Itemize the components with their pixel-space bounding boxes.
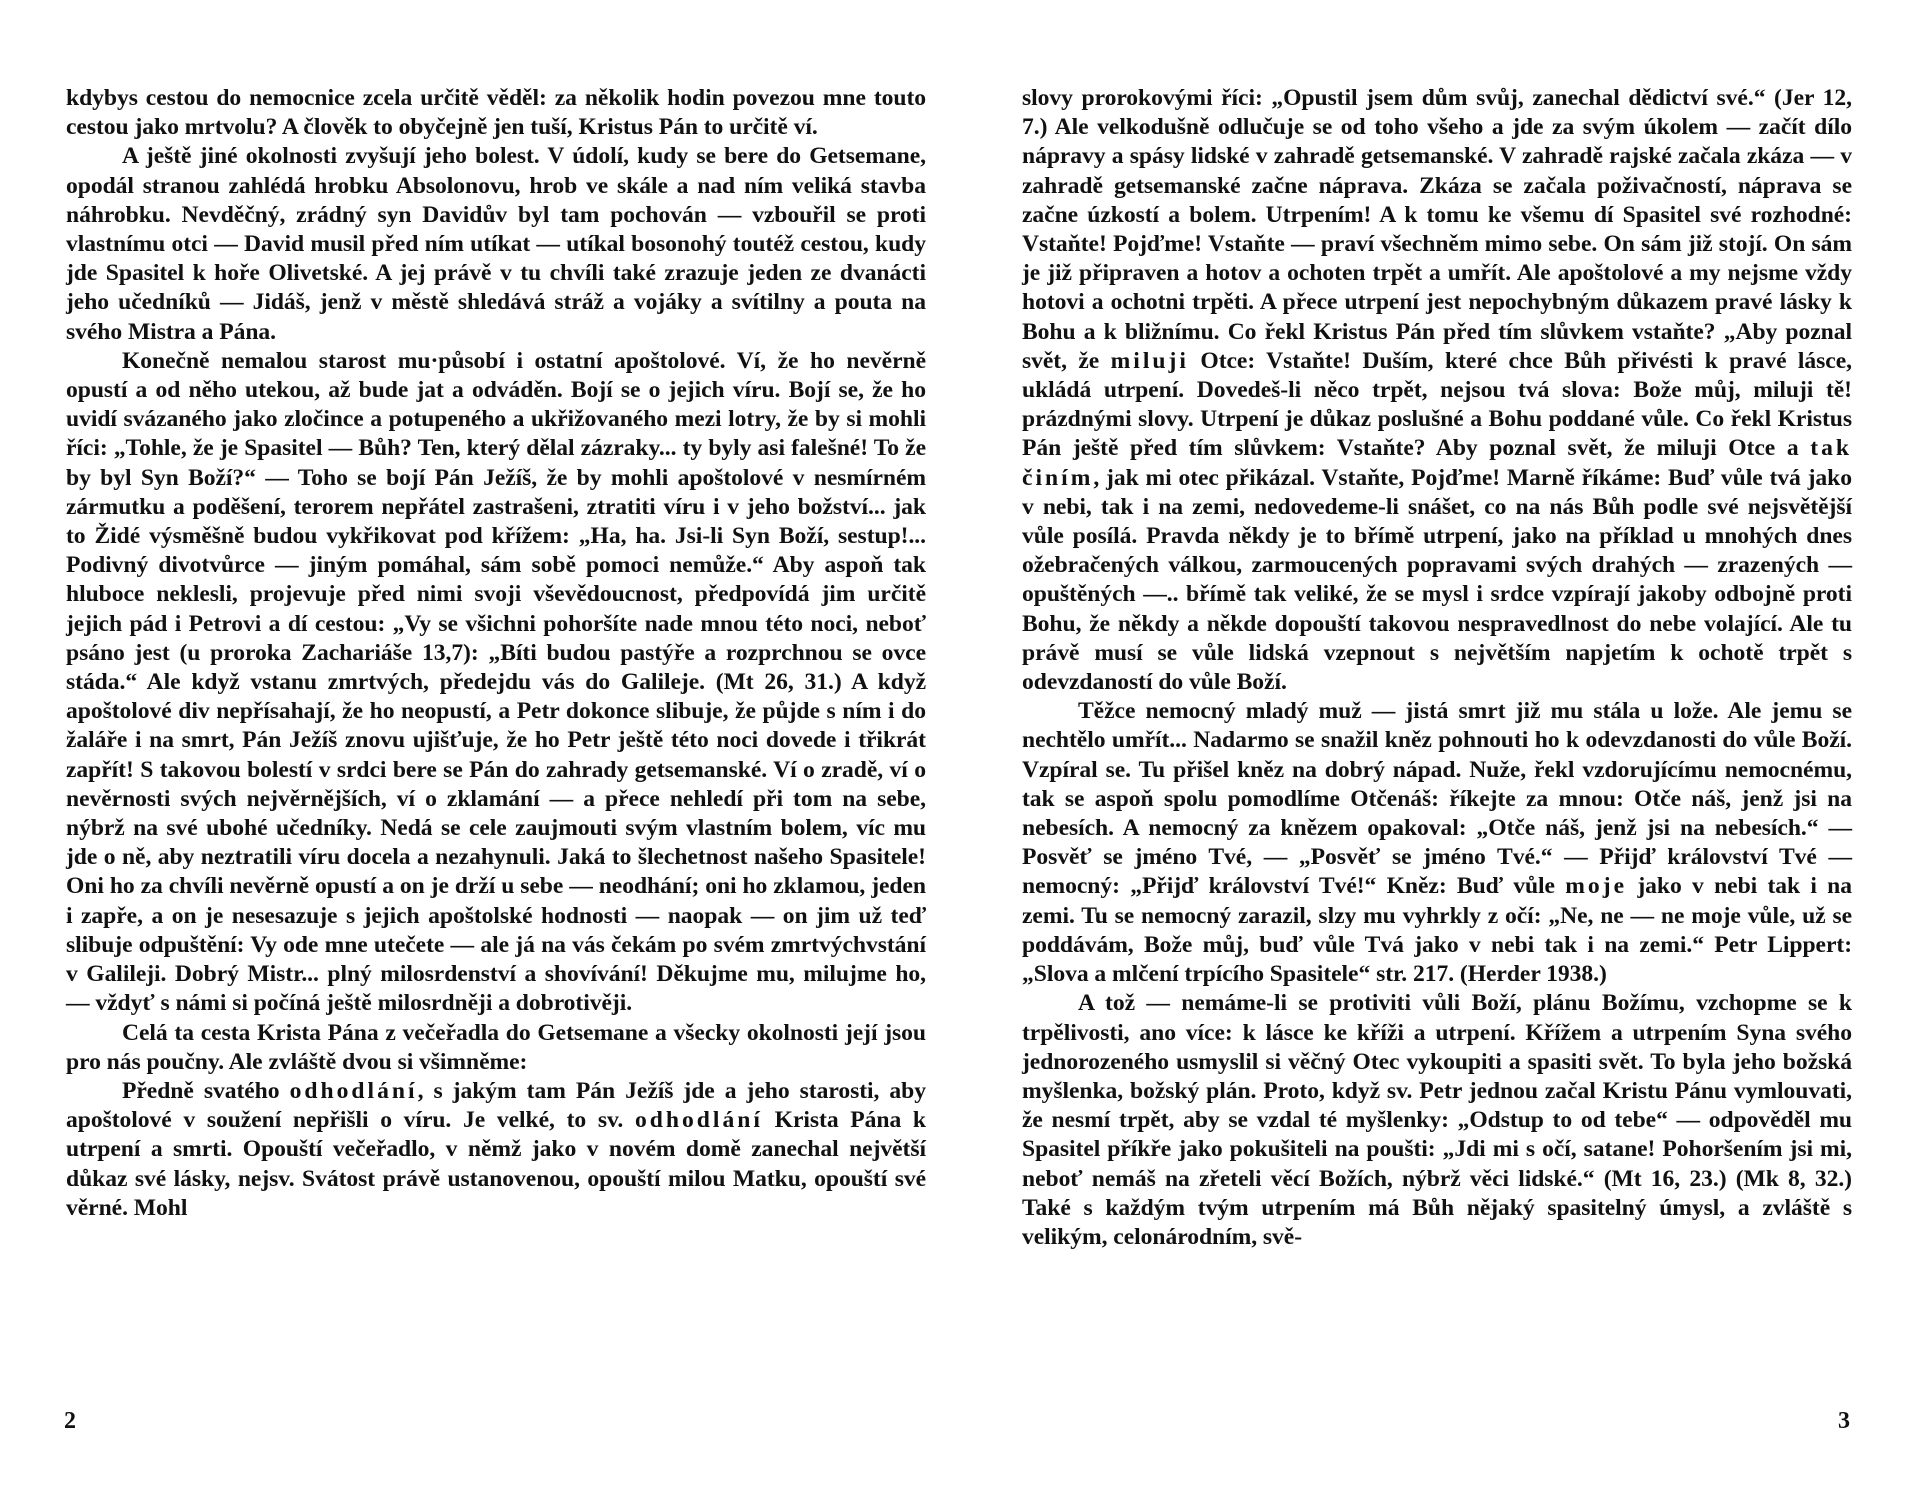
text-run: A ještě jiné okolnosti zvyšují jeho bolest. V údolí, kudy se bere do Getsemane, opodál stranou zahlédá hrobku Absolonovu, hrob ve skále a nad ním veliká stavba náhrobku. Nevděčný, zrádný syn Davidův byl tam pochován — vzbouřil se proti vlastnímu otci — David musil před ním utíkat — utíkal bosonohý toutéž cestou, kudy jde Spasitel k hoře Olivetské. A jej právě v tu chvíli také zrazuje jeden ze dvanácti jeho učedníků — Jidáš, jenž v městě shledává stráž a vojáky a svítilny a pouta na svého Mistra a Pána. xyxy=(66,143,926,345)
paragraph xyxy=(1022,84,1852,697)
paragraph xyxy=(1022,989,1852,1252)
text-run: kdybys cestou do nemocnice zcela určitě věděl: za několik hodin povezou mne touto cestou jako mrtvolu? A člověk to obyčejně jen tuší, Kristus Pán to určitě ví. xyxy=(66,85,926,141)
text-run: Těžce nemocný mladý muž — jistá smrt již mu stála u lože. Ale jemu se nechtělo umřít... Nadarmo se snažil kněz pohnouti ho k odevzdanosti do vůle Boží. Vzpíral se. Tu přišel kněz na dobrý nápad. Nuže, řekl vzdorujícímu nemocnému, tak se aspoň spolu pomodlíme Otčenáš: říkejte za mnou: Otče náš, jenž jsi na nebesích. A nemocný za knězem opakoval: „Otče náš, jenž jsi na nebesích.“ — Posvěť se jméno Tvé, — „Posvěť se jméno Tvé.“ — Přijď království Tvé — nemocný: „Přijď království Tvé!“ Kněz: Buď vůle xyxy=(1022,698,1852,900)
text-run: Celá ta cesta Krista Pána z večeřadla do Getsemane a všecky okolnosti její jsou pro nás poučny. Ale zvláště dvou si všimněme: xyxy=(66,1019,926,1075)
text-run: Krista Pána k utrpení a smrti. Opouští večeřadlo, v němž jako v novém domě zanechal největší důkaz své lásky, nejsv. Svátost právě ustanovenou, opouští milou Matku, opouští své věrné. Mohl xyxy=(66,1107,926,1221)
text-run: Otce: Vstaňte! Duším, které chce Bůh přivésti k pravé lásce, ukládá utrpení. Dovedeš-li něco trpět, nejsou tvá slova: Bože můj, miluji tě! prázdnými slovy. Utrpení je důkaz poslušné a Bohu poddané vůle. Co řekl Kristus Pán ještě před tím slůvkem: Vstaňte? Aby poznal svět, že miluji Otce a xyxy=(1022,347,1852,462)
spaced-emphasis: odhodlání xyxy=(289,1077,418,1104)
right-page-text xyxy=(1022,84,1852,1252)
left-page-number: 2 xyxy=(64,1408,76,1434)
right-page-number: 3 xyxy=(1838,1408,1850,1434)
paragraph xyxy=(66,142,926,346)
paragraph xyxy=(66,1019,926,1077)
text-run: , s jakým tam Pán Ježíš jde a jeho starosti, aby apoštolové v soužení nepřišli o víru. Je velké, to sv. xyxy=(66,1077,926,1134)
spaced-emphasis: tak činím xyxy=(1022,435,1852,491)
text-run: , jak mi otec přikázal. Vstaňte, Pojďme! Marně říkáme: Buď vůle tvá jako v nebi, tak i na zemi, nedovedeme-li snášet, co na nás Bůh podle své nejsvětější vůle posílá. Pravda někdy je to břímě utrpení, jako na příklad u mnohých dnes ožebračených válkou, zarmoucených popravami svých drahých — zrazených — opuštěných —.. břímě tak veliké, že se mysl i srdce vzpírají jakoby odbojně proti Bohu, že někdy a někde dopouští takovou nespravedlnost do nebe volající. Ale tu právě musí se vůle lidská vzepnout s největším napjetím k ochotě trpět s odevzdaností do vůle Boží. xyxy=(1022,464,1852,696)
text-run: Konečně nemalou starost mu·působí i ostatní apoštolové. Ví, že ho nevěrně opustí a od něho utekou, až bude jat a odváděn. Bojí se o jejich víru. Bojí se, že ho uvidí svázaného jako zločince a potupeného a ukřižovaného mezi lotry, že by si mohli říci: „Tohle, že je Spasitel — Bůh? Ten, který dělal zázraky... ty byly asi falešné! To že by byl Syn Boží?“ — Toho se bojí Pán Ježíš, že by mohli apoštolové v nesmírném zármutku a poděšení, terorem nepřátel zastrašeni, ztratiti víru i v jeho božství... jak to Židé výsměšně budou vykřikovat pod křížem: „Ha, ha. Jsi-li Syn Boží, sestup!... Podivný divotvůrce — jiným pomáhal, sám sobě pomoci nemůže.“ Aby aspoň tak hluboce neklesli, projevuje před nimi svoji vševědoucnost, předpovídá jim určitě jejich pád i Petrovi a dí cestou: „Vy se všichni pohoršíte nade mnou této noci, neboť psáno jest (u proroka Zachariáše 13,7): „Bíti budou pastýře a rozprchnou se ovce stáda.“ Ale když vstanu zmrtvých, předejdu vás do Galileje. (Mt 26, 31.) A když apoštolové div nepřísahají, že ho neopustí, a Petr dokonce slibuje, že půjde s ním i do žaláře i na smrt, Pán Ježíš znovu ujišťuje, že ho Petr ještě této noci dovede i třikrát zapřít! S takovou bolestí v srdci bere se Pán do zahrady getsemanské. Ví o zradě, ví o nevěrnosti svých nejvěrnějších, ví o zklamání — a přece nehledí při tom na sebe, nýbrž na své ubohé učedníky. Nedá se cele zaujmouti svým vlastním bolem, víc mu jde o ně, aby neztratili víru docela a nezahynuli. Jaká to šlechetnost našeho Spasitele! Oni ho za chvíli nevěrně opustí a on je drží u sebe — neodhání; oni ho zklamou, jeden i zapře, a on je nesesazuje s jejich apoštolské hodnosti — naopak — on jim už teď slibuje odpuštění: Vy ode mne utečete — ale já na vás čekám po svém zmrtvýchvstání v Galileji. Dobrý Mistr... plný milosrdenství a shovívání! Děkujme mu, milujme ho, — vždyť s námi si počíná ještě milosrdněji a dobrotivěji. xyxy=(66,347,926,1017)
text-run: slovy prorokovými říci: „Opustil jsem dům svůj, zanechal dědictví své.“ (Jer 12, 7.) Ale velkodušně odlučuje se od toho všeho a jde za svým úkolem — začít dílo nápravy a spásy lidské v zahradě getsemanské. V zahradě rajské začala zkáza — v zahradě getsemanské začne náprava. Zkáza se začala poživačností, náprava se začne úzkostí a bolem. Utrpením! A k tomu ke všemu dí Spasitel své rozhodné: Vstaňte! Pojďme! Vstaňte — praví všechněm mimo sebe. On sám již stojí. On sám je již připraven a hotov a ochoten trpět a umřít. Ale apoštolové a my nejsme vždy hotovi a ochotni trpěti. A přece utrpení jest nepochybným důkazem pravé lásky k Bohu a k bližnímu. Co řekl Kristus Pán před tím slůvkem vstaňte? „Aby poznal svět, že xyxy=(1022,85,1852,374)
text-run: A tož — nemáme-li se protiviti vůli Boží, plánu Božímu, vzchopme se k trpělivosti, ano více: k lásce ke kříži a utrpení. Křížem a utrpením Syna svého jednorozeného usmyslil si věčný Otec vykoupiti a spasiti svět. To byla jeho božská myšlenka, božský plán. Proto, když sv. Petr jednou začal Kristu Pánu vymlouvati, že nesmí trpět, aby se vzdal té myšlenky: „Odstup to od tebe“ — odpověděl mu Spasitel příkře jako pokušiteli na poušti: „Jdi mi s očí, satane! Pohoršením jsi mi, neboť nemáš na zřeteli věcí Božích, nýbrž věci lidské.“ (Mt 16, 23.) (Mk 8, 32.) Také s každým tvým utrpením má Bůh nějaký spasitelný úmysl, a zvláště s velikým, celonárodním, svě- xyxy=(1022,990,1852,1250)
spaced-emphasis: moje xyxy=(1565,873,1628,900)
spaced-emphasis: odhodlání xyxy=(634,1107,763,1134)
spaced-emphasis: miluji xyxy=(1110,347,1189,374)
paragraph xyxy=(66,1077,926,1223)
left-page-text xyxy=(66,84,926,1223)
paragraph xyxy=(66,347,926,1019)
paragraph xyxy=(1022,697,1852,989)
text-run: jako v nebi tak i na zemi. Tu se nemocný zarazil, slzy mu vyhrkly z očí: „Ne, ne — ne moje vůle, už se poddávám, Bože můj, buď vůle Tvá jako v nebi tak i na zemi.“ Petr Lippert: „Slova a mlčení trpícího Spasitele“ str. 217. (Herder 1938.) xyxy=(1022,873,1852,988)
text-run: Předně svatého xyxy=(122,1077,290,1104)
paragraph xyxy=(66,84,926,142)
